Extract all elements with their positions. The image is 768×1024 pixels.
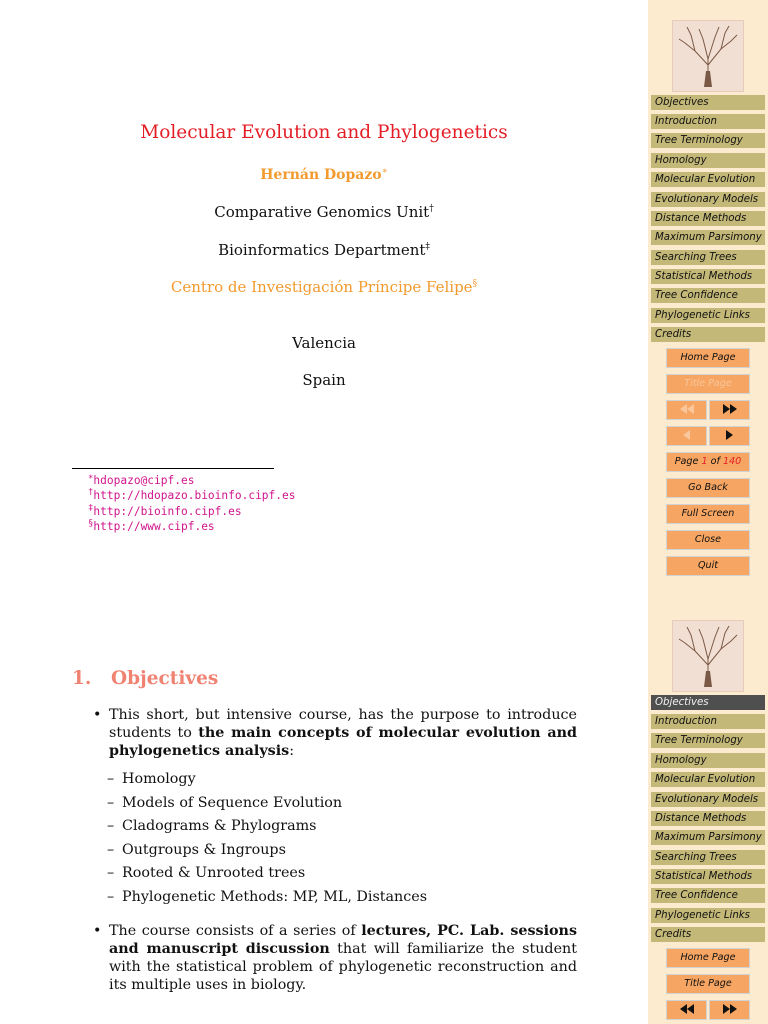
sidebar-panel-page1: [648, 0, 768, 600]
sub-list-item: [91, 794, 577, 818]
footnote-rule: [72, 468, 274, 469]
footnote-link[interactable]: http://bioinfo.cipf.es: [93, 504, 242, 518]
last-page-button[interactable]: [709, 400, 750, 420]
sub-item-text: Rooted & Unrooted trees: [122, 865, 306, 882]
sidebar-item-phylogenetic-links[interactable]: Phylogenetic Links: [651, 308, 765, 323]
double-left-arrow-icon: [680, 404, 694, 415]
page-indicator: [666, 452, 750, 472]
affiliation-text: Comparative Genomics Unit: [214, 203, 430, 221]
left-arrow-icon: [683, 430, 690, 441]
footnote-link[interactable]: hdopazo@cipf.es: [93, 474, 195, 487]
footnote-link[interactable]: http://hdopazo.bioinfo.cipf.es: [93, 489, 296, 503]
title-page-button[interactable]: Title Page: [666, 374, 750, 394]
sidebar-item-tree-terminology[interactable]: Tree Terminology: [651, 133, 765, 148]
previous-page-button[interactable]: [666, 426, 707, 446]
footnote-personal-url[interactable]: [88, 488, 296, 503]
sidebar-item-statistical-methods[interactable]: Statistical Methods: [651, 869, 765, 884]
sub-item-text: Phylogenetic Methods: MP, ML, Distances: [122, 888, 428, 905]
home-page-button[interactable]: Home Page: [666, 948, 750, 968]
first-page-button[interactable]: [666, 1000, 707, 1020]
sidebar-item-maximum-parsimony[interactable]: Maximum Parsimony: [651, 230, 765, 245]
dash-icon: –: [107, 841, 115, 858]
sidebar-item-maximum-parsimony[interactable]: Maximum Parsimony: [651, 830, 765, 845]
bullet-bold-text: lectures, PC. Lab. sessions and manuscript discussion: [109, 922, 577, 957]
sub-item-text: Outgroups & Ingroups: [122, 841, 286, 858]
double-right-arrow-icon: [723, 1004, 737, 1015]
title-page-button[interactable]: Title Page: [666, 974, 750, 994]
right-arrow-icon: [726, 430, 733, 441]
sub-list-item: [91, 888, 577, 912]
page-of-label: of: [710, 456, 720, 467]
double-right-arrow-icon: [723, 404, 737, 415]
tree-thumbnail-icon: [672, 620, 744, 692]
footnote-mark[interactable]: ∗: [381, 166, 388, 177]
sidebar-item-evolutionary-models[interactable]: Evolutionary Models: [651, 792, 765, 807]
sub-list-item: [91, 770, 577, 794]
sidebar-item-searching-trees[interactable]: Searching Trees: [651, 850, 765, 865]
full-screen-button[interactable]: Full Screen: [666, 504, 750, 524]
author-name-text[interactable]: Hernán Dopazo: [260, 167, 382, 183]
sidebar-item-credits[interactable]: Credits: [651, 327, 765, 342]
sub-item-text: Cladograms & Phylograms: [122, 818, 317, 835]
dash-icon: –: [107, 865, 115, 882]
section-title: Objectives: [111, 668, 219, 689]
footnotes: [88, 473, 296, 534]
sidebar-item-distance-methods[interactable]: Distance Methods: [651, 811, 765, 826]
footnote-mark: ∗: [88, 472, 94, 483]
sidebar-item-tree-confidence[interactable]: Tree Confidence: [651, 288, 765, 303]
bullet-bold-text: the main concepts of molecular evolution and phylogenetics analysis: [109, 725, 577, 759]
last-page-button[interactable]: [709, 1000, 750, 1020]
affiliation-unit: [0, 203, 648, 221]
sidebar-item-molecular-evolution[interactable]: Molecular Evolution: [651, 172, 765, 187]
page-total: 140: [722, 456, 742, 467]
dash-icon: –: [107, 888, 115, 905]
bullet-text: The course consists of a series of: [109, 922, 362, 939]
footnote-dept-url[interactable]: [88, 504, 296, 519]
close-button[interactable]: Close: [666, 530, 750, 550]
page-label: Page: [674, 456, 699, 467]
home-page-button[interactable]: Home Page: [666, 348, 750, 368]
dash-icon: –: [107, 794, 115, 811]
sidebar-item-credits[interactable]: Credits: [651, 927, 765, 942]
quit-button[interactable]: Quit: [666, 556, 750, 576]
sidebar-item-tree-terminology[interactable]: Tree Terminology: [651, 733, 765, 748]
footnote-mark[interactable]: ‡: [425, 242, 430, 252]
sidebar-item-searching-trees[interactable]: Searching Trees: [651, 250, 765, 265]
page-current: 1: [701, 456, 708, 467]
bullet-text: that will familiarize the student with the statistical problem of phylogenetic reconstruction and its multiple uses in biology.: [109, 940, 577, 993]
go-back-button[interactable]: Go Back: [666, 478, 750, 498]
footnote-institute-url[interactable]: [88, 519, 296, 534]
sidebar-panel-page2: [648, 600, 768, 1024]
author-name[interactable]: [0, 167, 648, 183]
sub-list: [91, 770, 577, 912]
sidebar-item-introduction[interactable]: Introduction: [651, 714, 765, 729]
section-heading: [72, 668, 218, 689]
affiliation-institute-link[interactable]: [0, 278, 648, 296]
dash-icon: –: [107, 771, 115, 787]
sub-list-item: [91, 864, 577, 888]
double-left-arrow-icon: [680, 1004, 694, 1015]
sidebar-item-tree-confidence[interactable]: Tree Confidence: [651, 888, 765, 903]
navigation-sidebar: [648, 0, 768, 1024]
footnote-email[interactable]: [88, 473, 296, 488]
bullet-item: [91, 706, 577, 760]
sidebar-item-homology[interactable]: Homology: [651, 753, 765, 768]
country: Spain: [302, 371, 346, 389]
section-number: 1.: [72, 668, 92, 689]
bullet-icon: •: [93, 922, 102, 939]
next-page-button[interactable]: [709, 426, 750, 446]
bullet-text: This short, but intensive course, has the purpose to introduce students to: [109, 707, 577, 741]
bullet-icon: •: [93, 707, 102, 723]
city: Valencia: [292, 334, 356, 352]
sub-item-text: Homology: [122, 771, 196, 787]
footnote-link[interactable]: http://www.cipf.es: [93, 519, 215, 533]
sidebar-item-distance-methods[interactable]: Distance Methods: [651, 211, 765, 226]
footnote-mark[interactable]: †: [429, 204, 434, 214]
affiliation-text: Bioinformatics Department: [218, 241, 426, 259]
sidebar-item-phylogenetic-links[interactable]: Phylogenetic Links: [651, 908, 765, 923]
sidebar-item-objectives-active[interactable]: Objectives: [651, 695, 765, 710]
first-page-button[interactable]: [666, 400, 707, 420]
document-title: Molecular Evolution and Phylogenetics: [140, 122, 508, 143]
sub-list-item: [91, 817, 577, 841]
dash-icon: –: [107, 818, 115, 835]
bullet-item: [91, 922, 577, 994]
bullet-text: :: [289, 743, 295, 759]
sidebar-item-evolutionary-models[interactable]: Evolutionary Models: [651, 192, 765, 207]
sub-item-text: Models of Sequence Evolution: [122, 794, 343, 811]
footnote-mark: §: [88, 518, 94, 529]
sidebar-item-introduction[interactable]: Introduction: [651, 114, 765, 129]
affiliation-department: [0, 241, 648, 259]
sidebar-item-molecular-evolution[interactable]: Molecular Evolution: [651, 772, 765, 787]
sidebar-item-objectives[interactable]: Objectives: [651, 95, 765, 110]
sidebar-item-statistical-methods[interactable]: Statistical Methods: [651, 269, 765, 284]
footnote-mark: †: [88, 487, 94, 498]
section-body: [91, 706, 577, 994]
tree-thumbnail-icon: [672, 20, 744, 92]
footnote-mark: ‡: [88, 502, 94, 513]
affiliation-text[interactable]: Centro de Investigación Príncipe Felipe: [170, 278, 473, 296]
sub-list-item: [91, 841, 577, 865]
footnote-mark[interactable]: §: [472, 279, 478, 289]
sidebar-item-homology[interactable]: Homology: [651, 153, 765, 168]
